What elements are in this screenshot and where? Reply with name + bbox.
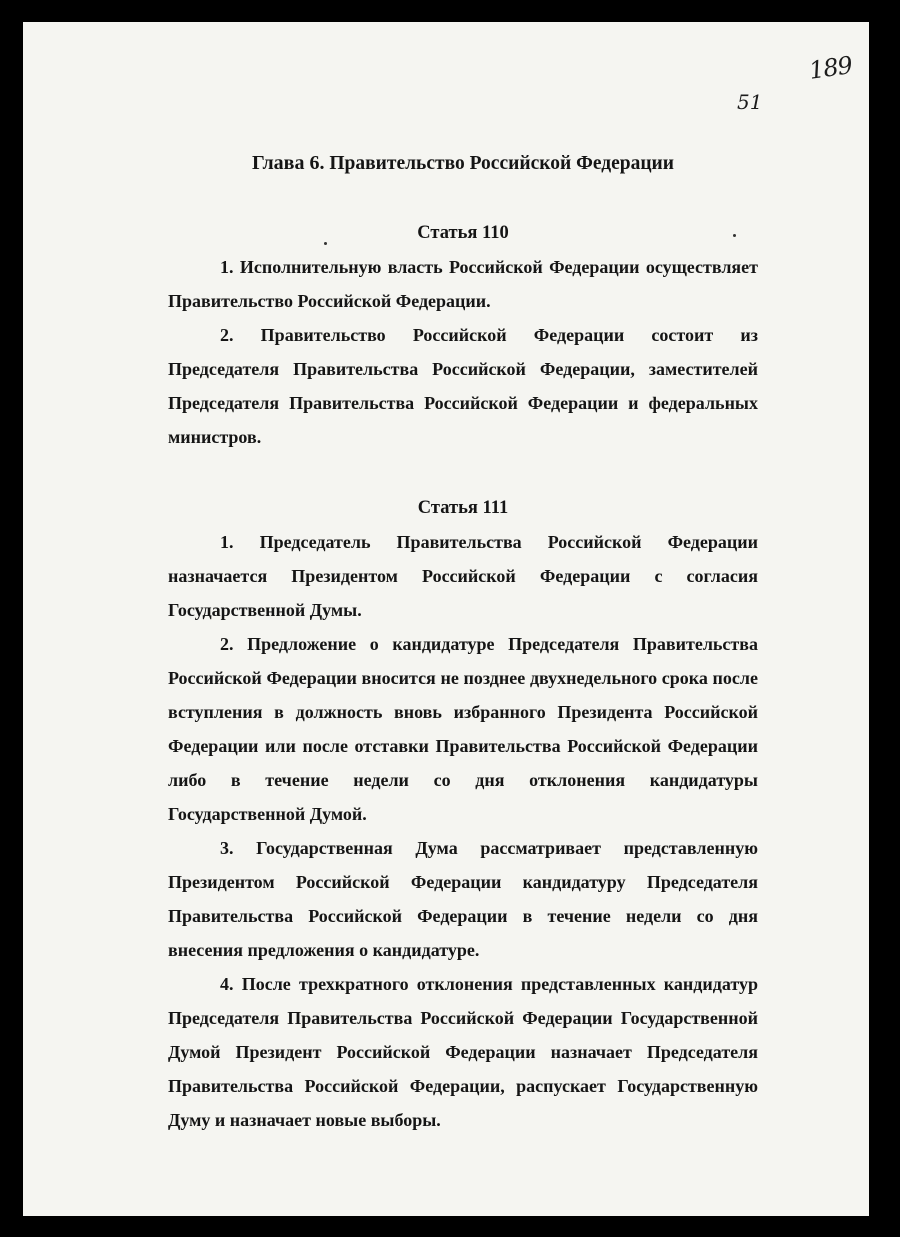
document-page [23, 22, 869, 1216]
article-111-paragraph-1: 1. Председатель Правительства Российской Федерации назначается Президентом Российской Федерации с согласия Государственной Думы. [168, 532, 758, 620]
chapter-title: Правительство Российской Федерации [329, 153, 675, 174]
article-110-paragraph-1: 1. Исполнительную власть Российской Федерации осуществляет Правительство Российской Федерации. [168, 257, 758, 311]
document-body [168, 146, 758, 1137]
article-111-paragraph-2: 2. Предложение о кандидатуре Председателя Правительства Российской Федерации вносится не позднее двухнедельного срока после вступления в должность вновь избранного Президента Российской Федерации или после отставки Правительства Российской Федерации либо в течение недели со дня отклонения кандидатуры Государственной Думой. [168, 634, 758, 824]
chapter-heading [168, 146, 758, 181]
chapter-prefix: Глава 6. [251, 152, 325, 174]
article-111-paragraph-3: 3. Государственная Дума рассматривает представленную Президентом Российской Федерации кандидатуру Председателя Правительства Российской Федерации в течение недели со дня внесения предложения о кандидатуре. [168, 838, 758, 960]
page-number: 51 [737, 90, 763, 114]
article-111-paragraph-4: 4. После трехкратного отклонения представленных кандидатур Председателя Правительства Российской Федерации Государственной Думой Президент Российской Федерации назначает Председателя Правительства Российской Федерации, распускает Государственную Думу и назначает новые выборы. [168, 974, 758, 1130]
article-111-title: Статья 111 [417, 498, 509, 518]
article-110-paragraph-2: 2. Правительство Российской Федерации состоит из Председателя Правительства Российской Федерации, заместителей Председателя Правительства Российской Федерации и федеральных министров. [168, 325, 758, 447]
article-110-title: Статья 110 [417, 223, 509, 243]
archive-number-annotation: 189 [807, 51, 854, 85]
